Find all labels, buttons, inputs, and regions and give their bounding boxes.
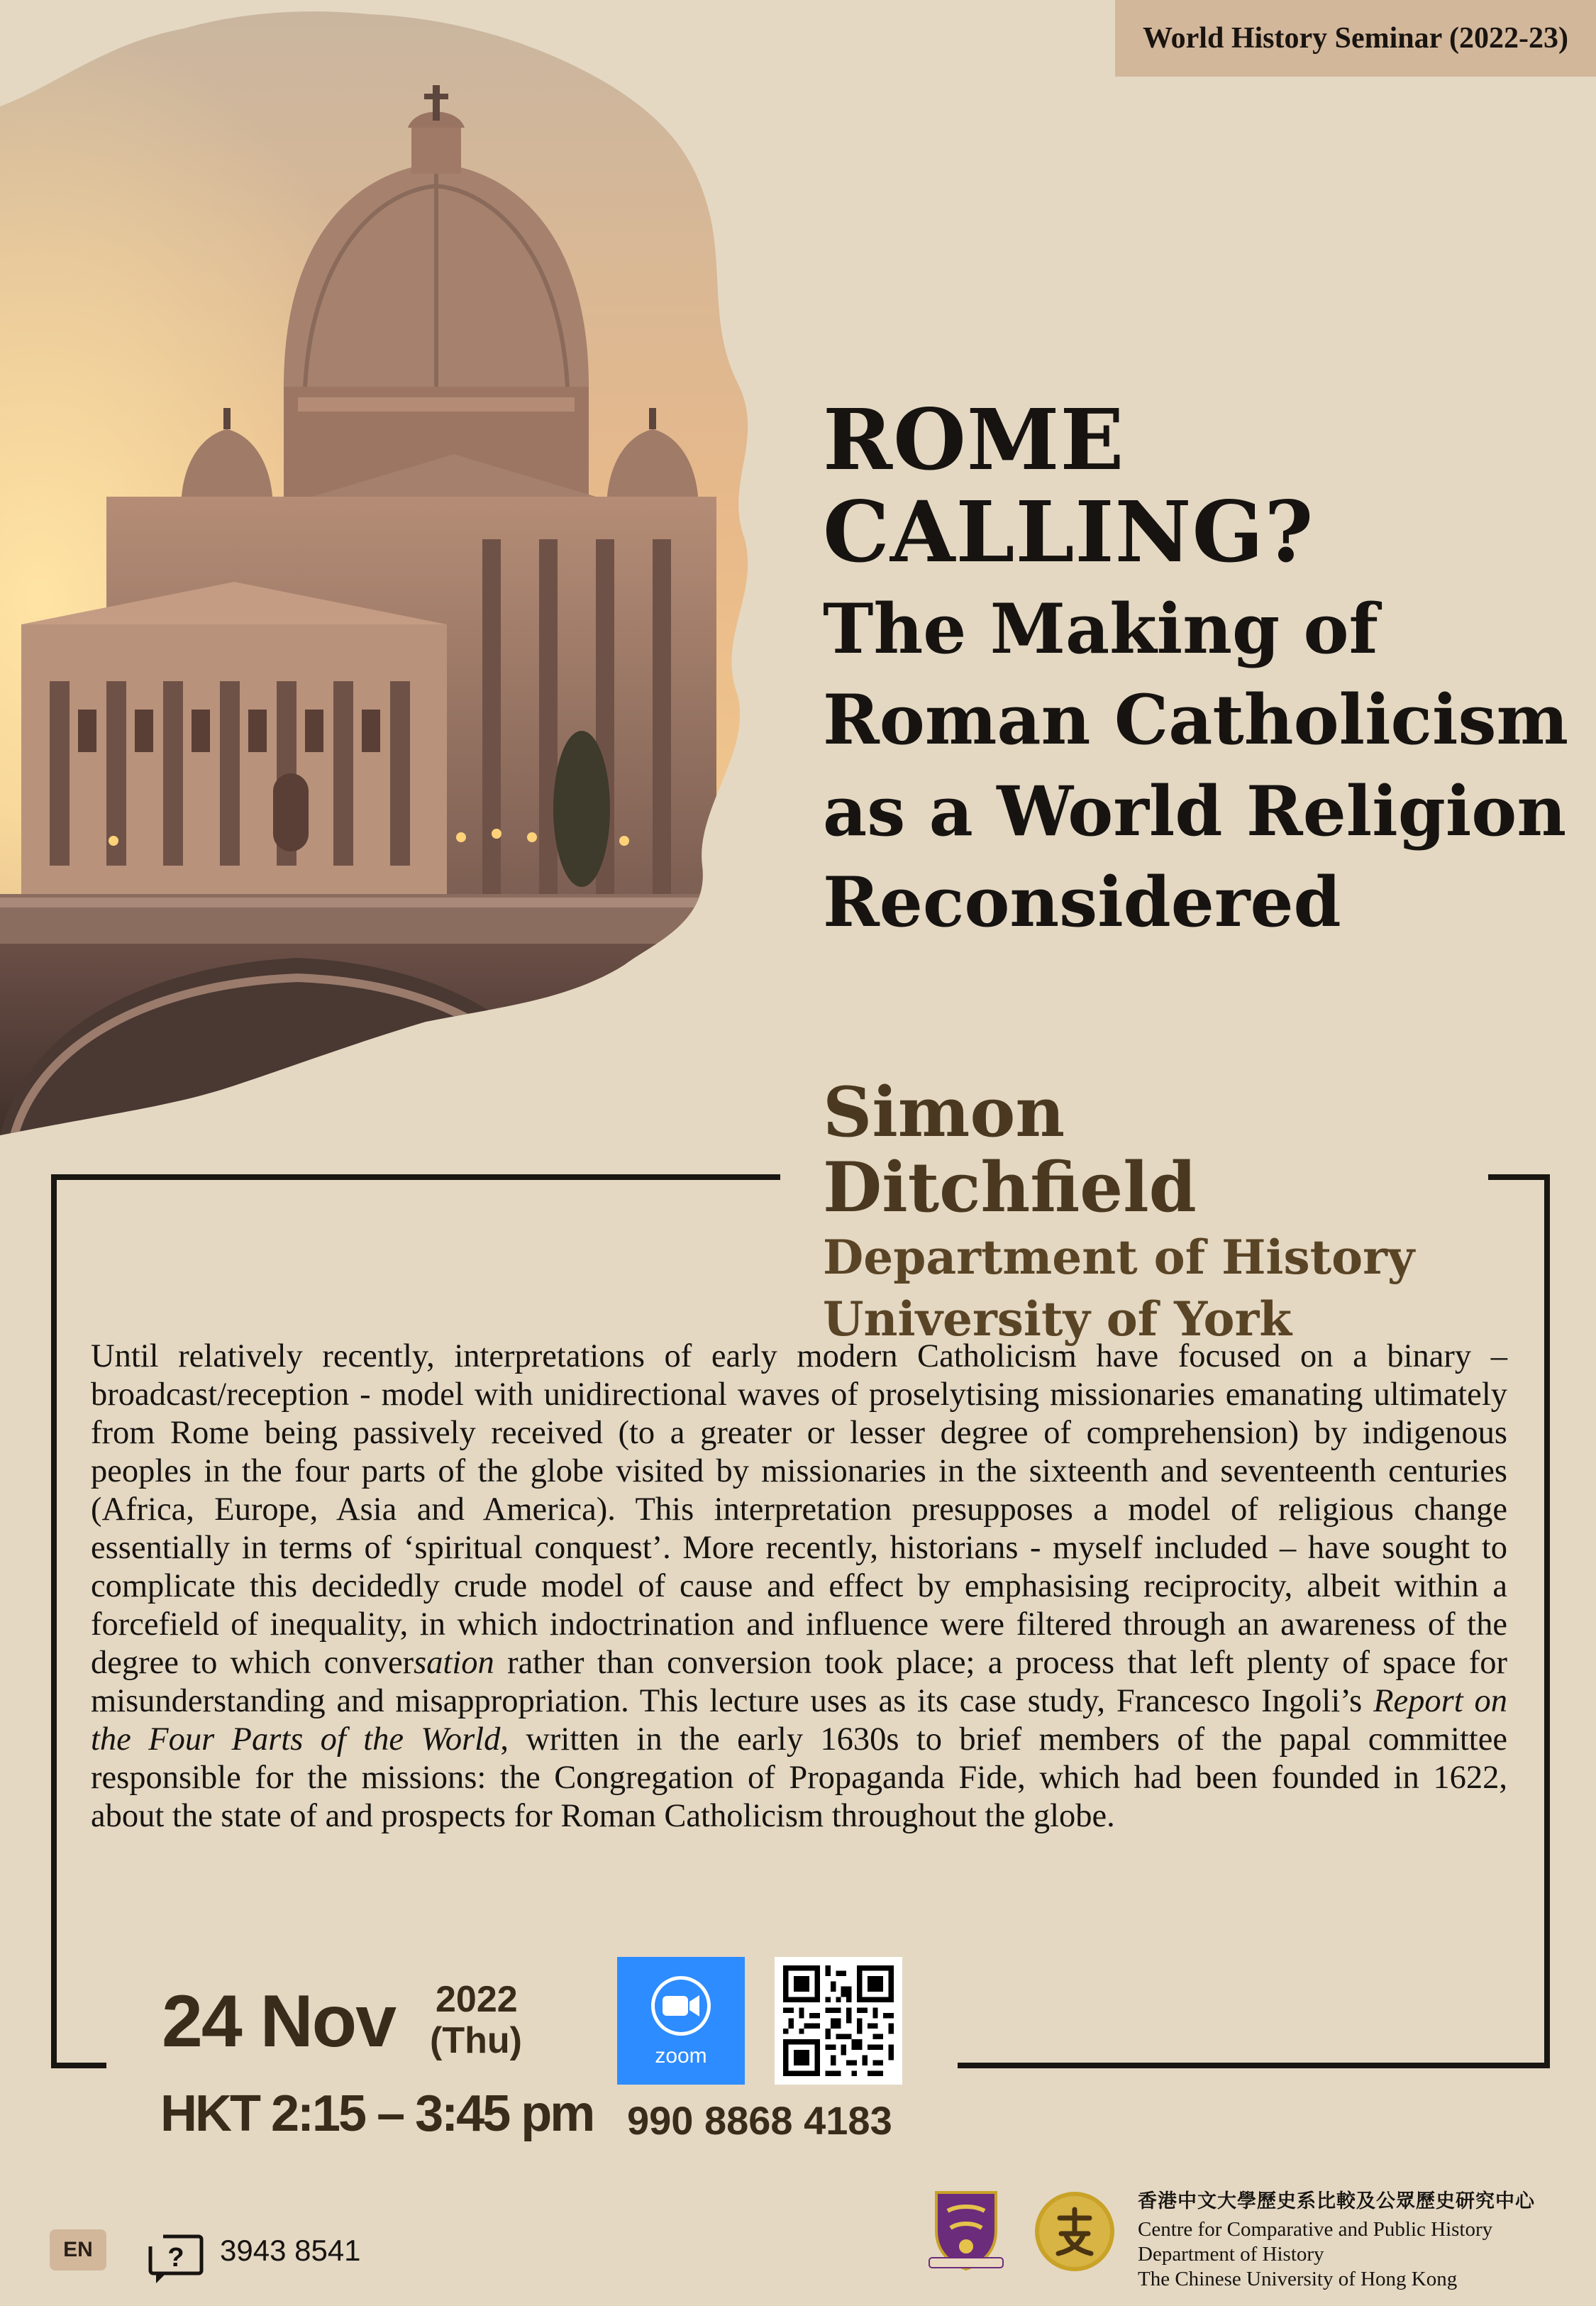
title-line: The Making of [823,588,1378,669]
speaker-department: Department of History [823,1230,1415,1286]
frame-bottom-right [958,2063,1550,2068]
abstract-text: Until relatively recently, interpretations of early modern Catholicism have focused on a binary – broadcast/reception - model with unidirectional waves of proselytising missionaries emanating ultimately from Rome being passively received (to a greater or lesser degree of comprehension) by indigenous peoples in the four parts of the globe visited by missionaries in the sixteenth and seventeenth centuries (Africa, Europe, Asia and America). This interpretation presupposes a model of religious change essentially in terms of ‘spiritual conquest’. More recently, historians - myself included – have sought to complicate this decidedly crude model of cause and effect by emphasising reciprocity, albeit within a forcefield of inequality, in which indoctrination and influence were filtered through an awareness of the degree to which conver [91,1338,1507,1681]
organizer-centre: Centre for Comparative and Public History [1138,2218,1493,2241]
organizer-university: The Chinese University of Hong Kong [1138,2268,1458,2290]
lecture-title [823,390,1589,949]
svg-text:?: ? [167,2243,184,2273]
title-line: Roman Catholicism [823,680,1569,761]
language-badge: EN [50,2229,106,2271]
speaker-name: Simon Ditchfield [823,1072,1197,1228]
enquiry-icon [146,2227,206,2286]
istopia-logo [1033,2190,1116,2273]
zoom-icon[interactable] [617,1957,745,2085]
enquiry-phone: 3943 8541 [220,2234,361,2267]
st-peters-basilica-photo [0,0,780,1149]
organizer-department: Department of History [1138,2243,1324,2266]
series-label: World History Seminar (2022-23) [1115,0,1596,77]
speaker-university: University of York [823,1291,1292,1347]
frame-bottom-left [51,2063,106,2068]
video-camera-icon [648,1973,714,2039]
title-line: Reconsidered [823,862,1341,943]
abstract-italic: sation [414,1645,494,1681]
zoom-meeting-id: 990 8868 4183 [627,2098,892,2143]
frame-left [51,1174,57,2068]
zoom-label: zoom [655,2044,707,2068]
title-subtitle [823,584,1589,949]
event-weekday: (Thu) [430,2020,522,2061]
organizer-chinese-name: 香港中文大學歷史系比較及公眾歷史研究中心 [1138,2190,1535,2212]
frame-top-right [1488,1174,1550,1180]
event-date: 24 Nov [162,1980,396,2063]
abstract-text: , written in the early 1630s to brief members of the papal committee responsible for the missions: the Congregation of Propaganda Fide, which had been founded in 1622, about the state of and prospects for Roman Catholicism throughout the globe. [91,1721,1507,1834]
event-time: HKT 2:15 – 3:45 pm [160,2085,594,2142]
title-line: as a World Religion [823,771,1567,851]
title-main: ROME CALLING? [823,390,1314,581]
abstract-text: rather than conversion took place; a process that left plenty of space for misunderstanding and misappropriation. This lecture uses as its case study, Francesco Ingoli’s [91,1645,1507,1719]
frame-top-left [51,1174,780,1180]
organizer-info [1138,2185,1592,2292]
event-year: 2022 [436,1979,518,2020]
qr-code[interactable] [775,1957,902,2085]
lecture-abstract [91,1337,1507,1836]
speaker-info [823,1072,1461,1347]
frame-right [1544,1174,1550,2068]
cuhk-crest-logo [926,2187,1006,2272]
abstract-book-title: Report on the Four Parts of the World [91,1683,1507,1758]
